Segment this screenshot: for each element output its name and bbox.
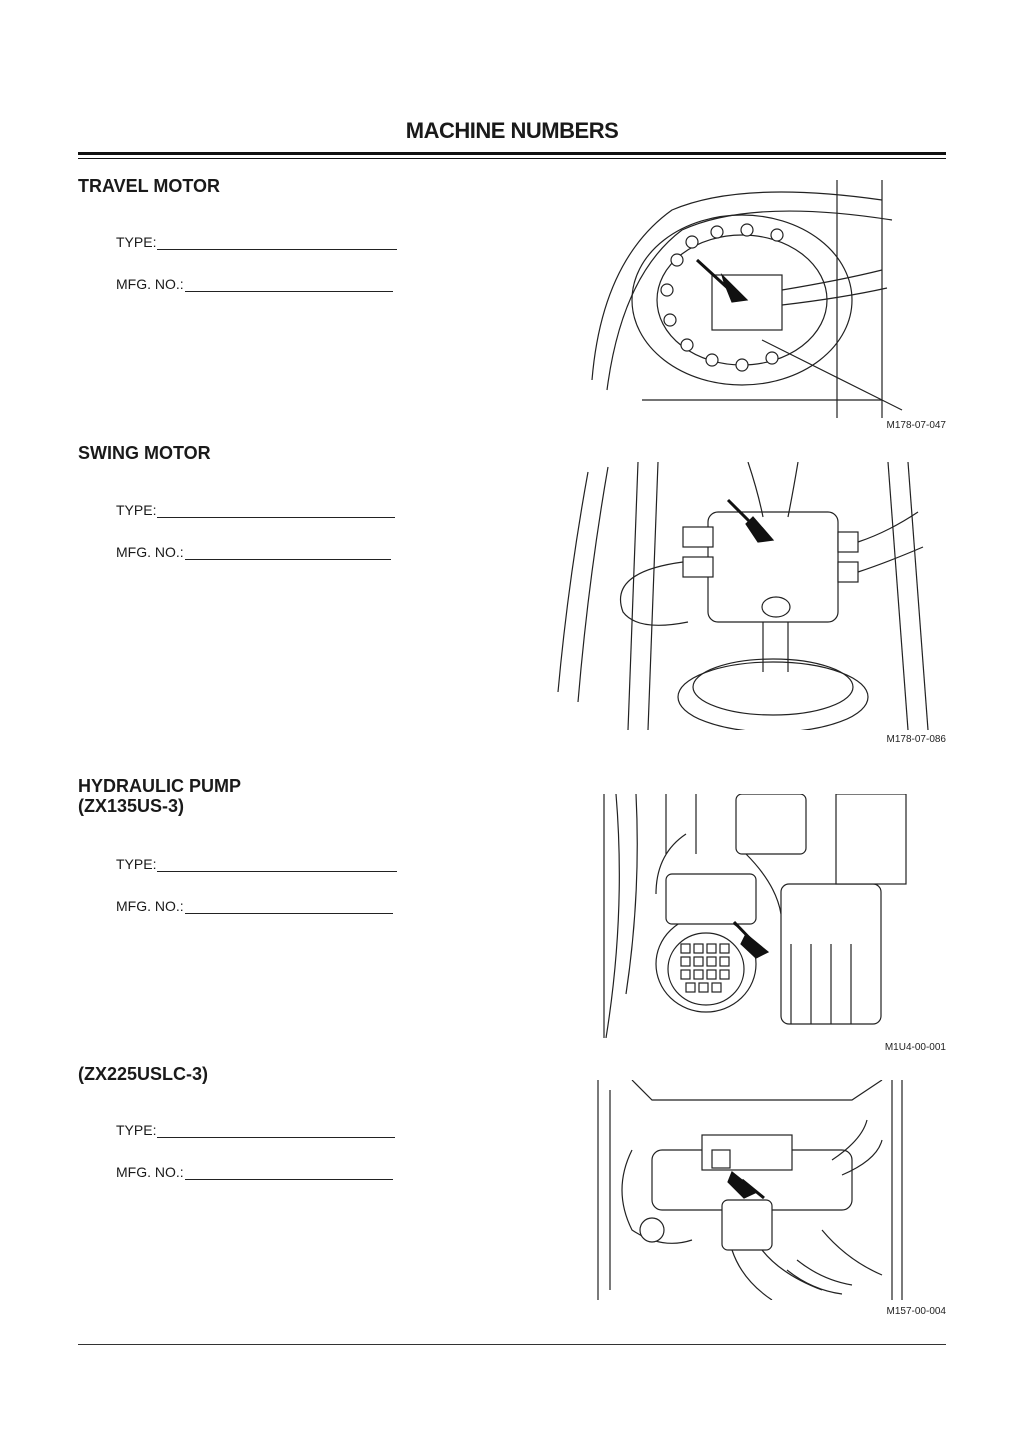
- type-blank-line[interactable]: [157, 503, 395, 518]
- mfg-no-field[interactable]: [116, 1164, 393, 1180]
- section-heading: (ZX225USLC-3): [78, 1064, 209, 1084]
- mfg-no-label: MFG. NO.:: [116, 898, 184, 914]
- figure-code: M157-00-004: [886, 1306, 946, 1317]
- type-label: TYPE:: [116, 1122, 157, 1138]
- mfg-no-field[interactable]: [116, 898, 393, 914]
- type-blank-line[interactable]: [157, 857, 397, 872]
- mfg-no-blank-line[interactable]: [185, 277, 393, 292]
- mfg-no-blank-line[interactable]: [185, 1165, 393, 1180]
- mfg-no-label: MFG. NO.:: [116, 276, 184, 292]
- mfg-no-label: MFG. NO.:: [116, 544, 184, 560]
- hydraulic-pump-zx225uslc-illustration: [592, 1080, 908, 1300]
- mfg-no-label: MFG. NO.:: [116, 1164, 184, 1180]
- figure-code: M1U4-00-001: [884, 1042, 946, 1053]
- section-heading: TRAVEL MOTOR: [78, 176, 221, 196]
- section-heading: HYDRAULIC PUMP: [78, 776, 242, 796]
- type-field[interactable]: [116, 1122, 395, 1138]
- type-field[interactable]: [116, 502, 395, 518]
- figure-code: M178-07-047: [886, 420, 946, 431]
- type-label: TYPE:: [116, 856, 157, 872]
- type-field[interactable]: [116, 856, 397, 872]
- type-label: TYPE:: [116, 234, 157, 250]
- mfg-no-field[interactable]: [116, 544, 391, 560]
- section-subheading: (ZX135US-3): [78, 796, 185, 816]
- figure-code: M178-07-086: [886, 734, 946, 745]
- page-title: MACHINE NUMBERS: [405, 118, 619, 143]
- hydraulic-pump-zx135us-illustration: [596, 794, 908, 1038]
- type-field[interactable]: [116, 234, 397, 250]
- mfg-no-field[interactable]: [116, 276, 393, 292]
- mfg-no-blank-line[interactable]: [185, 545, 391, 560]
- type-blank-line[interactable]: [157, 1123, 395, 1138]
- title-rule-thin: [78, 158, 946, 159]
- section-heading: SWING MOTOR: [78, 443, 211, 463]
- type-blank-line[interactable]: [157, 235, 397, 250]
- title-rule-thick: [78, 152, 946, 155]
- footer-rule: [78, 1344, 946, 1345]
- type-label: TYPE:: [116, 502, 157, 518]
- travel-motor-illustration: [582, 180, 912, 418]
- swing-motor-illustration: [548, 462, 944, 730]
- mfg-no-blank-line[interactable]: [185, 899, 393, 914]
